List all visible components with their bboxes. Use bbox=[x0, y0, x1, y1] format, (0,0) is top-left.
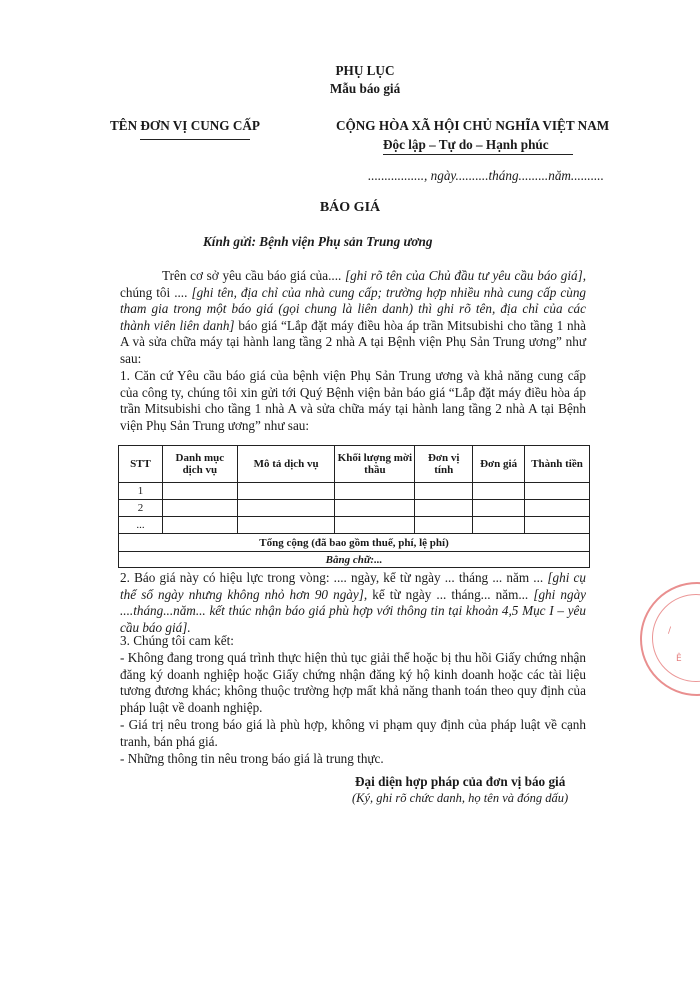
intro-italic-2: [ghi tên, địa chỉ của nhà cung cấp; trường hợp nhiều nhà cung cấp cùng tham gia trong một báo giá (gọi chung là liên danh) thì ghi rõ tên, địa chỉ của các thành viên liên danh] bbox=[120, 284, 587, 333]
col-header-description: Mô tả dịch vụ bbox=[237, 446, 335, 483]
intro-text-3: báo giá “Lắp đặt máy điều hòa áp trần Mitsubishi cho tầng 1 nhà A và sửa chữa máy tại hành lang tầng 2 nhà A tại Bệnh viện Phụ Sản Trung ương” như sau: bbox=[120, 317, 586, 366]
table-in-words: Bằng chữ:... bbox=[119, 552, 590, 568]
col-header-unit-price: Đơn giá bbox=[473, 446, 525, 483]
intro-text-1: Trên cơ sở yêu cầu báo giá của.... bbox=[162, 268, 342, 283]
form-name: Mẫu báo giá bbox=[329, 81, 401, 96]
republic-title: CỘNG HÒA XÃ HỘI CHỦ NGHĨA VIỆT NAM bbox=[336, 118, 610, 133]
quote-table bbox=[118, 445, 590, 568]
table-header-row bbox=[119, 446, 590, 483]
col-header-unit: Đơn vị tính bbox=[415, 446, 473, 483]
recipient: Kính gửi: Bệnh viện Phụ sản Trung ương bbox=[203, 234, 433, 249]
commitment-item: - Giá trị nêu trong báo giá là phù hợp, không vi phạm quy định của pháp luật về cạnh tranh, bán phá giá. bbox=[120, 717, 586, 749]
table-row bbox=[119, 483, 590, 500]
commitment-item: - Không đang trong quá trình thực hiện thủ tục giải thể hoặc bị thu hồi Giấy chứng nhận đăng ký doanh nghiệp hoặc Giấy chứng nhận đăng ký hộ kinh doanh hoặc các tài liệu tương đương khác; không thuộc trường hợp mất khả năng thanh toán theo quy định của pháp luật về doanh nghiệp. bbox=[120, 650, 586, 715]
stamp-mark: / Ê bbox=[640, 582, 700, 696]
signature-title: Đại diện hợp pháp của đơn vị báo giá bbox=[355, 774, 566, 789]
section-2 bbox=[120, 570, 586, 636]
table-total-row bbox=[119, 534, 590, 552]
intro-text-2: chúng tôi .... bbox=[120, 284, 188, 300]
appendix-title: PHỤ LỤC bbox=[335, 63, 395, 78]
section-3-heading: 3. Chúng tôi cam kết: bbox=[120, 633, 234, 648]
col-header-amount: Thành tiền bbox=[525, 446, 590, 483]
table-total: Tổng cộng (đã bao gồm thuế, phí, lệ phí) bbox=[119, 534, 590, 552]
section-2-italic-2: [ghi ngày ....tháng...năm... kết thúc nhận báo giá phù hợp với thông tin tại khoản 4,5 Mục I – yêu cầu báo giá]. bbox=[120, 586, 587, 635]
motto-underline bbox=[383, 154, 573, 155]
row-stt: 2 bbox=[119, 500, 163, 517]
table-row bbox=[119, 517, 590, 534]
row-stt: 1 bbox=[119, 483, 163, 500]
date-line: ................., ngày..........tháng.........năm.......... bbox=[368, 168, 604, 183]
supplier-underline bbox=[140, 139, 250, 140]
document-title: BÁO GIÁ bbox=[319, 200, 381, 215]
section-2-text-1: 2. Báo giá này có hiệu lực trong vòng: .... ngày, kể từ ngày ... tháng ... năm ... bbox=[120, 570, 544, 585]
col-header-quantity: Khối lượng mời thầu bbox=[335, 446, 415, 483]
section-1: 1. Căn cứ Yêu cầu báo giá của bệnh viện Phụ Sản Trung ương và khả năng cung cấp của công ty, chúng tôi xin gửi tới Quý Bệnh viện bản báo giá “Lắp đặt máy điều hòa áp trần Mitsubishi cho tầng 1 nhà A và sửa chữa máy tại hành lang tầng 2 nhà A tại Bệnh viện Phụ Sản Trung ương” như sau: bbox=[120, 368, 586, 433]
table-in-words-row bbox=[119, 552, 590, 568]
table-row bbox=[119, 500, 590, 517]
intro-italic-1: [ghi rõ tên của Chủ đầu tư yêu cầu báo giá], bbox=[345, 268, 587, 283]
supplier-label: TÊN ĐƠN VỊ CUNG CẤP bbox=[110, 118, 260, 133]
intro-paragraph bbox=[120, 268, 586, 368]
col-header-stt: STT bbox=[119, 446, 163, 483]
commitment-item: - Những thông tin nêu trong báo giá là trung thực. bbox=[120, 751, 384, 766]
section-2-italic-1: [ghi cụ thể số ngày nhưng không nhỏ hơn 90 ngày], bbox=[120, 570, 586, 602]
motto: Độc lập – Tự do – Hạnh phúc bbox=[383, 137, 549, 152]
row-stt: ... bbox=[119, 517, 163, 534]
col-header-service: Danh mục dịch vụ bbox=[162, 446, 237, 483]
signature-note: (Ký, ghi rõ chức danh, họ tên và đóng dấu) bbox=[352, 791, 569, 805]
section-2-text-2: kể từ ngày ... tháng... năm... bbox=[372, 586, 529, 602]
